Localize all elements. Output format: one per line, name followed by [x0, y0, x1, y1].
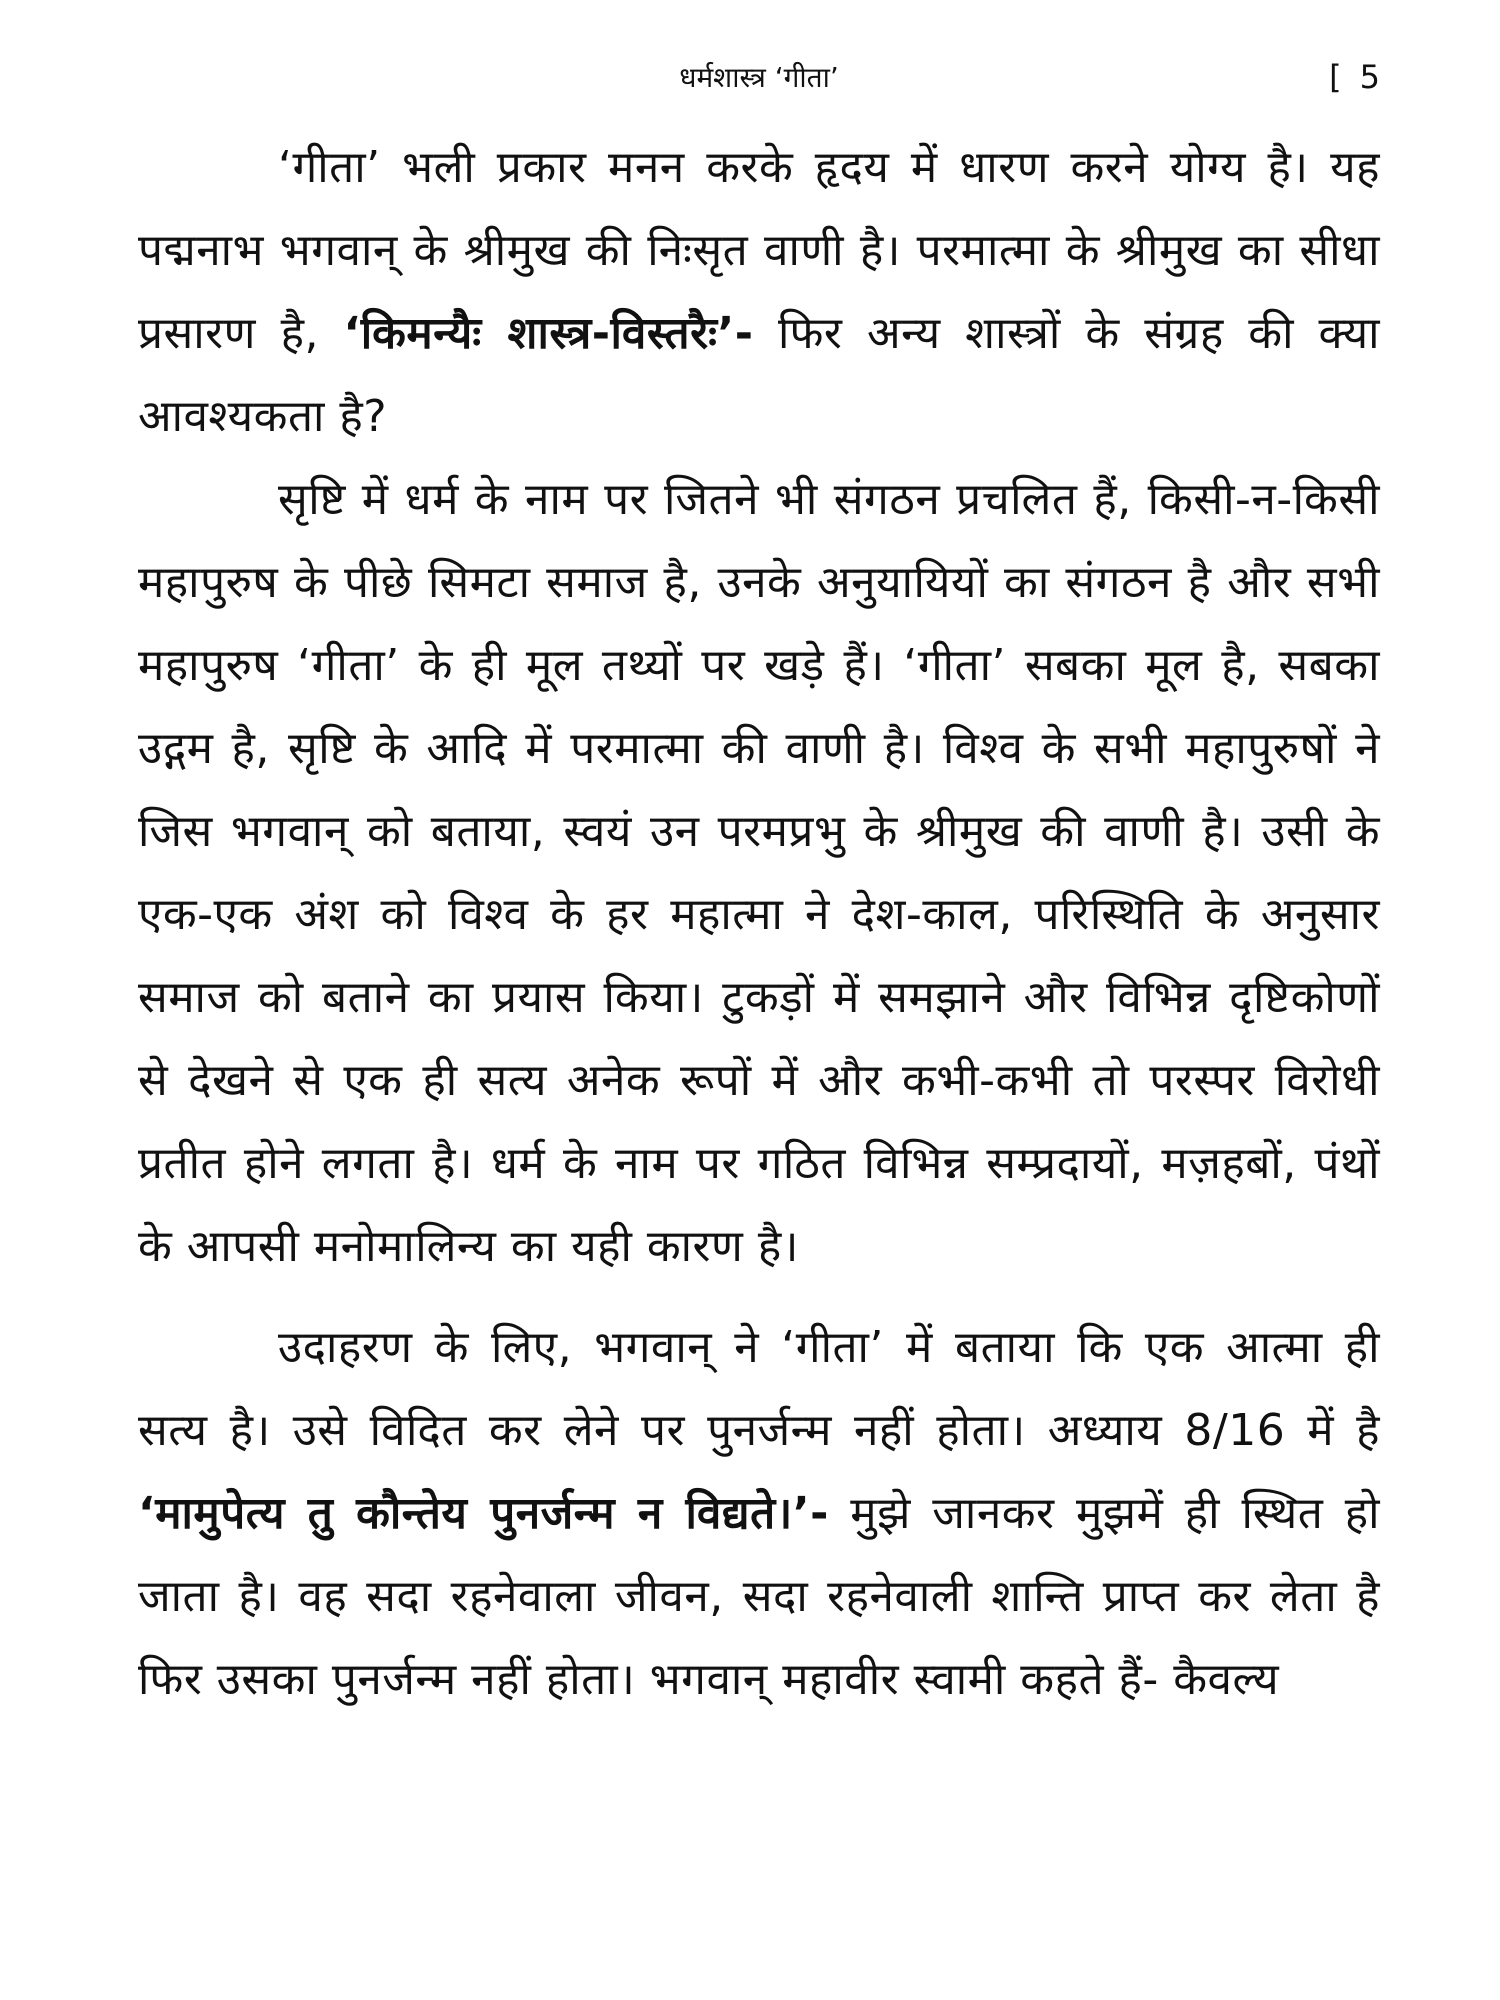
paragraph-1 — [138, 126, 1380, 458]
page-bracket: [ — [1329, 58, 1342, 96]
paragraph-3 — [138, 1306, 1380, 1721]
paragraph-3-quote: ‘मामुपेत्य तु कौन्तेय पुनर्जन्म न विद्यते।’- — [138, 1488, 829, 1539]
paragraph-3-text-a: उदाहरण के लिए, भगवान् ने ‘गीता’ में बताया कि एक आत्मा ही सत्य है। उसे विदित कर लेने पर पुनर्जन्म नहीं होता। अध्याय 8/16 में है — [138, 1322, 1380, 1456]
paragraph-1-text-a: ‘गीता’ भली प्रकार मनन करके हृदय में धारण करने योग्य है। यह पद्मनाभ भगवान् के श्रीमुख की निःसृत वाणी है। परमात्मा के श्रीमुख का सीधा प्रसारण है, — [138, 142, 1380, 359]
paragraph-2: सृष्टि में धर्म के नाम पर जितने भी संगठन प्रचलित हैं, किसी-न-किसी महापुरुष के पीछे सिमटा समाज है, उनके अनुयायियों का संगठन है और सभी महापुरुष ‘गीता’ के ही मूल तथ्यों पर खड़े हैं। ‘गीता’ सबका मूल है, सबका उद्गम है, सृष्टि के आदि में परमात्मा की वाणी है। विश्व के सभी महापुरुषों ने जिस भगवान् को बताया, स्वयं उन परमप्रभु के श्रीमुख की वाणी है। उसी के एक-एक अंश को विश्व के हर महात्मा ने देश-काल, परिस्थिति के अनुसार समाज को बताने का प्रयास किया। टुकड़ों में समझाने और विभिन्न दृष्टिकोणों से देखने से एक ही सत्य अनेक रूपों में और कभी-कभी तो परस्पर विरोधी प्रतीत होने लगता है। धर्म के नाम पर गठित विभिन्न सम्प्रदायों, मज़हबों, पंथों के आपसी मनोमालिन्य का यही कारण है। — [138, 474, 1380, 1272]
running-title: धर्मशास्त्र ‘गीता’ — [679, 61, 839, 94]
paragraph-3-text-b: मुझे जानकर मुझमें ही स्थित हो जाता है। वह सदा रहनेवाला जीवन, सदा रहनेवाली शान्ति प्राप्त कर लेता है फिर उसका पुनर्जन्म नहीं होता। भगवान् महावीर स्वामी कहते हैं- कैवल्य — [138, 1488, 1380, 1705]
paragraph-1-text-b: फिर अन्य शास्त्रों के संग्रह की क्या आवश्यकता है? — [138, 308, 1381, 442]
page-number: 5 — [1359, 58, 1380, 96]
page-body — [138, 126, 1380, 1721]
page-number-block — [1329, 58, 1380, 96]
paragraph-1-quote: ‘किमन्यैः शास्त्र-विस्तरैः’- — [343, 308, 754, 359]
page-header — [138, 58, 1380, 108]
